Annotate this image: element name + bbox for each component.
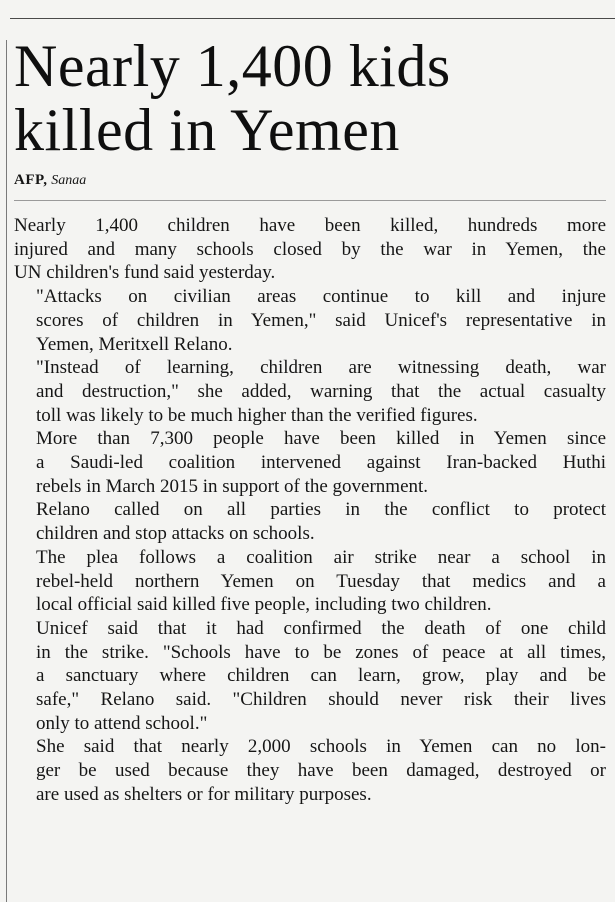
paragraph-line: She said that nearly 2,000 schools in Yemen can no lon- <box>36 736 606 758</box>
paragraph-line: Relano called on all parties in the conflict to protect <box>36 499 606 521</box>
paragraph-2 <box>14 285 606 356</box>
paragraph-line: The plea follows a coalition air strike near a school in <box>36 546 606 568</box>
article-body <box>14 214 606 807</box>
paragraph-line: Unicef said that it had confirmed the death of one child <box>36 617 606 639</box>
paragraph-line: a sanctuary where children can learn, grow, play and be <box>36 665 606 687</box>
paragraph-line: children and stop attacks on schools. <box>36 523 315 545</box>
paragraph-line: ger be used because they have been damaged, destroyed or <box>36 760 606 782</box>
top-rule <box>10 18 615 19</box>
byline-place: Sanaa <box>51 173 87 188</box>
paragraph-line: are used as shelters or for military purposes. <box>36 783 372 805</box>
headline <box>14 34 606 162</box>
paragraph-line: More than 7,300 people have been killed in Yemen since <box>36 428 606 450</box>
column-rule <box>6 40 7 902</box>
paragraph-line: local official said killed five people, including two children. <box>36 594 492 616</box>
paragraph-line: injured and many schools closed by the war in Yemen, the <box>14 238 606 260</box>
byline <box>14 170 606 190</box>
paragraph-8 <box>14 735 606 806</box>
paragraph-line: a Saudi-led coalition intervened against Iran-backed Huthi <box>36 452 606 474</box>
paragraph-3 <box>14 356 606 427</box>
paragraph-line: Nearly 1,400 children have been killed, hundreds more <box>14 215 606 236</box>
paragraph-6 <box>14 546 606 617</box>
paragraph-1 <box>14 214 606 285</box>
paragraph-line: safe," Relano said. "Children should never risk their lives <box>36 689 606 711</box>
headline-line-2: killed in Yemen <box>14 97 400 163</box>
byline-rule <box>14 200 606 201</box>
paragraph-line: in the strike. "Schools have to be zones of peace at all times, <box>36 641 606 663</box>
paragraph-5 <box>14 498 606 545</box>
paragraph-4 <box>14 427 606 498</box>
paragraph-line: toll was likely to be much higher than the verified figures. <box>36 404 478 426</box>
paragraph-line: rebels in March 2015 in support of the government. <box>36 475 429 497</box>
news-article <box>14 34 606 807</box>
paragraph-line: and destruction," she added, warning that the actual casualty <box>36 380 606 402</box>
paragraph-line: "Attacks on civilian areas continue to kill and injure <box>36 286 606 308</box>
paragraph-line: UN children's fund said yesterday. <box>14 262 276 284</box>
paragraph-line: "Instead of learning, children are witnessing death, war <box>36 357 606 379</box>
paragraph-line: rebel-held northern Yemen on Tuesday that medics and a <box>36 570 606 592</box>
headline-line-1: Nearly 1,400 kids <box>14 33 451 99</box>
paragraph-7 <box>14 617 606 736</box>
byline-agency: AFP, <box>14 172 48 188</box>
paragraph-line: scores of children in Yemen," said Unicef's representative in <box>36 309 606 331</box>
paragraph-line: Yemen, Meritxell Relano. <box>36 333 233 355</box>
paragraph-line: only to attend school." <box>36 712 208 734</box>
